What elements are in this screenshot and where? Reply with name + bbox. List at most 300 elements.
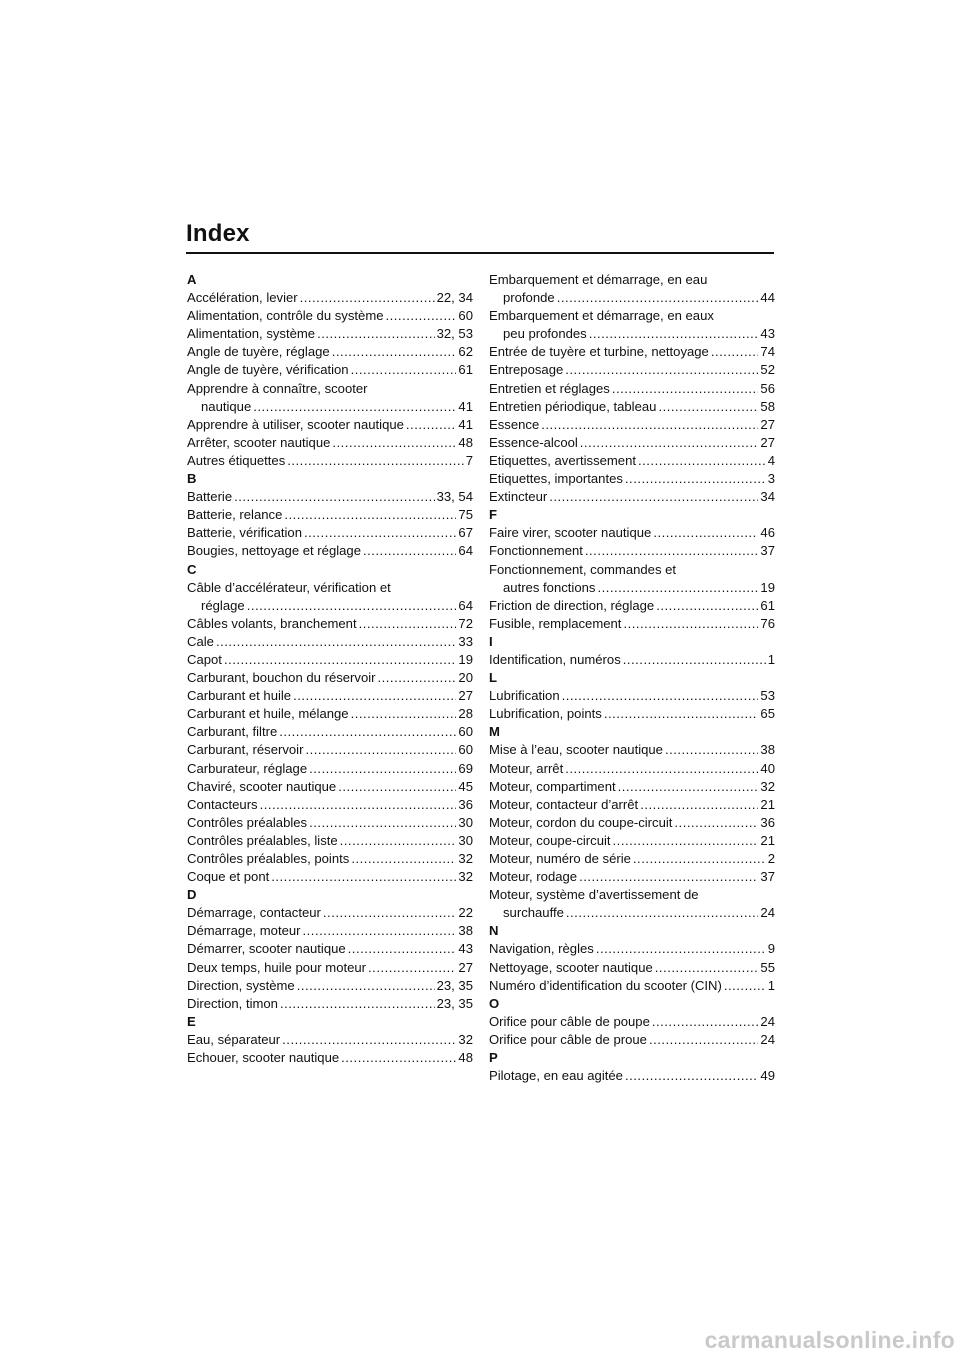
- index-entry-label-first-line: Embarquement et démarrage, en eaux: [489, 308, 714, 324]
- index-entry-label: Pilotage, en eau agitée: [489, 1068, 623, 1084]
- dot-leader: [348, 940, 457, 958]
- dot-leader: [655, 959, 759, 977]
- index-entry-label: Etiquettes, avertissement: [489, 452, 637, 468]
- dot-leader: [549, 488, 758, 506]
- index-entry-label: Contrôles préalables: [187, 814, 308, 830]
- index-entry: [489, 452, 775, 470]
- index-entry-pages: 1: [767, 977, 775, 993]
- index-entry: [489, 597, 775, 615]
- index-entry-pages: 23, 35: [436, 995, 473, 1011]
- dot-leader: [623, 651, 766, 669]
- index-entry-label: Extincteur: [489, 489, 548, 505]
- index-entry-pages: 23, 35: [436, 977, 473, 993]
- index-entry-pages: 22: [458, 905, 473, 921]
- dot-leader: [625, 470, 766, 488]
- index-entry: [187, 524, 473, 542]
- index-entry-label-first-line: Apprendre à connaître, scooter: [187, 380, 368, 396]
- index-entry-pages: 56: [760, 380, 775, 396]
- index-entry: [489, 343, 775, 361]
- index-entry-pages: 65: [760, 706, 775, 722]
- index-entry-label: Navigation, règles: [489, 941, 594, 957]
- index-entry-pages: 60: [458, 742, 473, 758]
- index-entry-label: Câbles volants, branchement: [187, 615, 357, 631]
- dot-leader: [566, 904, 759, 922]
- index-entry-label: Moteur, coupe-circuit: [489, 832, 611, 848]
- index-entry-pages: 69: [458, 760, 473, 776]
- index-entry-label: Numéro d’identification du scooter (CIN): [489, 977, 722, 993]
- dot-leader: [612, 380, 759, 398]
- dot-leader: [368, 959, 456, 977]
- index-entry-label: Démarrer, scooter nautique: [187, 941, 346, 957]
- dot-leader: [565, 760, 758, 778]
- index-entry-label: Orifice pour câble de proue: [489, 1031, 647, 1047]
- index-entry: [489, 940, 775, 958]
- index-entry: [187, 1031, 473, 1049]
- index-entry: [489, 832, 775, 850]
- index-column-right: [489, 271, 775, 1085]
- index-entry: [187, 741, 473, 759]
- index-entry-label: Lubrification, points: [489, 706, 602, 722]
- index-letter-heading: N: [489, 923, 499, 939]
- dot-leader: [378, 669, 457, 687]
- index-entry-pages: 38: [458, 923, 473, 939]
- index-entry-pages: 37: [760, 869, 775, 885]
- index-entry: [187, 542, 473, 560]
- index-entry-pages: 27: [760, 434, 775, 450]
- index-entry: [187, 959, 473, 977]
- index-entry-pages: 46: [760, 525, 775, 541]
- index-entry-label: Démarrage, moteur: [187, 923, 301, 939]
- dot-leader: [589, 325, 759, 343]
- index-entry: [489, 705, 775, 723]
- index-entry: [187, 796, 473, 814]
- index-entry: [187, 488, 473, 506]
- index-entry: [489, 1031, 775, 1049]
- index-letter-heading: F: [489, 507, 497, 523]
- watermark: carmanualsonline.info: [704, 1327, 955, 1353]
- index-entry-label: Moteur, numéro de série: [489, 851, 631, 866]
- index-entry-pages: 27: [458, 959, 473, 975]
- dot-leader: [234, 488, 434, 506]
- index-entry-pages: 40: [760, 760, 775, 776]
- index-entry-pages: 67: [458, 525, 473, 541]
- index-entry: [187, 633, 473, 651]
- dot-leader: [562, 687, 759, 705]
- index-entry-pages: 19: [458, 651, 473, 667]
- index-entry: [187, 434, 473, 452]
- index-entry-label: Orifice pour câble de poupe: [489, 1013, 650, 1029]
- dot-leader: [351, 361, 457, 379]
- index-entry-label: Contacteurs: [187, 796, 258, 812]
- dot-leader: [340, 832, 457, 850]
- index-entry-label: réglage: [201, 597, 245, 613]
- dot-leader: [317, 325, 435, 343]
- dot-leader: [332, 343, 457, 361]
- index-letter-heading: L: [489, 670, 497, 686]
- index-entry-pages: 32, 53: [436, 326, 473, 342]
- index-entry-pages: 64: [458, 543, 473, 559]
- index-entry: [489, 977, 775, 995]
- index-letter-heading: I: [489, 633, 493, 649]
- index-entry: [489, 741, 775, 759]
- index-entry-label: Cale: [187, 633, 214, 649]
- index-entry: [489, 868, 775, 886]
- index-entry-label: Contrôles préalables, liste: [187, 832, 338, 848]
- index-entry: [187, 814, 473, 832]
- index-entry: [489, 361, 775, 379]
- index-entry-pages: 19: [760, 579, 775, 595]
- index-entry: [187, 343, 473, 361]
- index-entry-pages: 41: [458, 416, 473, 432]
- index-entry-pages: 34: [760, 489, 775, 505]
- index-entry: [187, 325, 473, 343]
- index-entry-pages: 61: [458, 362, 473, 378]
- index-entry-label: Entrée de tuyère et turbine, nettoyage: [489, 344, 709, 360]
- index-entry-pages: 2: [767, 851, 775, 866]
- dot-leader: [323, 904, 457, 922]
- index-entry-pages: 41: [458, 398, 473, 414]
- dot-leader: [271, 868, 456, 886]
- dot-leader: [638, 452, 766, 470]
- dot-leader: [625, 1067, 758, 1085]
- index-entry: [187, 850, 473, 868]
- index-entry-label: Carburant, filtre: [187, 724, 278, 740]
- dot-leader: [585, 542, 759, 560]
- index-entry: [187, 904, 473, 922]
- index-entry: [489, 416, 775, 434]
- index-letter-heading: D: [187, 887, 197, 903]
- index-entry-pages: 48: [458, 1050, 473, 1066]
- index-entry-pages: 43: [458, 941, 473, 957]
- index-entry-pages: 53: [760, 688, 775, 704]
- dot-leader: [649, 1031, 758, 1049]
- index-entry: [489, 796, 775, 814]
- index-entry: [187, 977, 473, 995]
- index-entry: [489, 524, 775, 542]
- index-entry: [187, 506, 473, 524]
- index-letter-heading: C: [187, 561, 197, 577]
- index-entry-pages: 33, 54: [436, 489, 473, 505]
- dot-leader: [216, 633, 456, 651]
- index-entry-pages: 7: [465, 452, 473, 468]
- index-entry-pages: 24: [760, 1013, 775, 1029]
- index-entry-pages: 32: [458, 851, 473, 866]
- dot-leader: [284, 506, 456, 524]
- index-entry: [489, 778, 775, 796]
- index-entry-pages: 64: [458, 597, 473, 613]
- index-entry-pages: 61: [760, 597, 775, 613]
- index-entry-pages: 38: [760, 742, 775, 758]
- dot-leader: [247, 597, 457, 615]
- dot-leader: [303, 922, 457, 940]
- dot-leader: [363, 542, 456, 560]
- index-entry-label: Autres étiquettes: [187, 452, 286, 468]
- index-entry-label-first-line: Fonctionnement, commandes et: [489, 561, 677, 577]
- index-entry-pages: 30: [458, 832, 473, 848]
- dot-leader: [359, 615, 457, 633]
- dot-leader: [541, 416, 758, 434]
- dot-leader: [253, 398, 456, 416]
- index-entry-pages: 20: [458, 670, 473, 686]
- index-entry: [187, 615, 473, 633]
- index-entry-pages: 55: [760, 959, 775, 975]
- index-entry-pages: 60: [458, 724, 473, 740]
- index-entry-label: Eau, séparateur: [187, 1031, 281, 1047]
- index-entry-label: Identification, numéros: [489, 651, 621, 667]
- dot-leader: [304, 524, 456, 542]
- index-entry-pages: 76: [760, 615, 775, 631]
- index-entry: [489, 434, 775, 452]
- dot-leader: [579, 868, 758, 886]
- index-entry-pages: 58: [760, 398, 775, 414]
- index-entry-pages: 36: [458, 796, 473, 812]
- index-entry: [187, 307, 473, 325]
- index-entry-label: Accélération, levier: [187, 290, 298, 306]
- index-entry-label-first-line: Embarquement et démarrage, en eau: [489, 272, 708, 287]
- page-title: Index: [186, 220, 250, 247]
- index-entry: [187, 361, 473, 379]
- dot-leader: [597, 579, 758, 597]
- index-entry-pages: 43: [760, 326, 775, 342]
- index-entry-label: Deux temps, huile pour moteur: [187, 959, 367, 975]
- index-entry-label: Angle de tuyère, réglage: [187, 344, 330, 360]
- index-entry-pages: 22, 34: [436, 290, 473, 306]
- index-entry-pages: 52: [760, 362, 775, 378]
- index-entry-label: Faire virer, scooter nautique: [489, 525, 652, 541]
- index-letter-heading: P: [489, 1050, 498, 1066]
- index-entry: [489, 886, 775, 922]
- dot-leader: [279, 723, 456, 741]
- dot-leader: [351, 850, 456, 868]
- index-entry-pages: 9: [767, 941, 775, 957]
- index-entry: [187, 940, 473, 958]
- dot-leader: [293, 687, 456, 705]
- index-entry-pages: 74: [760, 344, 775, 360]
- dot-leader: [309, 760, 456, 778]
- index-entry-label: Moteur, cordon du coupe-circuit: [489, 814, 673, 830]
- index-entry-label: Démarrage, contacteur: [187, 905, 321, 921]
- index-entry-label: Mise à l’eau, scooter nautique: [489, 742, 663, 758]
- index-entry-label: Arrêter, scooter nautique: [187, 434, 331, 450]
- index-entry: [187, 760, 473, 778]
- index-entry-pages: 27: [760, 416, 775, 432]
- dot-leader: [633, 850, 766, 868]
- index-entry-label: Direction, timon: [187, 995, 278, 1011]
- index-entry-label-first-line: Câble d’accélérateur, vérification et: [187, 579, 391, 595]
- index-entry: [187, 995, 473, 1013]
- index-entry: [489, 488, 775, 506]
- index-entry-pages: 32: [458, 869, 473, 885]
- index-entry-label: Batterie, vérification: [187, 525, 302, 541]
- index-entry-label: Moteur, arrêt: [489, 760, 564, 776]
- index-entry-label: Essence-alcool: [489, 434, 578, 450]
- index-entry-pages: 30: [458, 814, 473, 830]
- index-entry-label: Carburateur, réglage: [187, 760, 308, 776]
- dot-leader: [658, 398, 758, 416]
- index-entry-pages: 4: [767, 452, 775, 468]
- index-entry-label: Lubrification: [489, 688, 560, 704]
- index-entry: [187, 922, 473, 940]
- dot-leader: [565, 361, 758, 379]
- index-entry-pages: 3: [767, 471, 775, 487]
- dot-leader: [665, 741, 758, 759]
- index-column-left: [187, 271, 473, 1067]
- index-entry: [187, 868, 473, 886]
- index-entry-pages: 24: [760, 905, 775, 921]
- dot-leader: [623, 615, 758, 633]
- dot-leader: [618, 778, 759, 796]
- index-entry-pages: 48: [458, 434, 473, 450]
- index-entry-pages: 75: [458, 507, 473, 523]
- index-entry-label: Fusible, remplacement: [489, 615, 622, 631]
- index-entry-label: Coque et pont: [187, 869, 270, 885]
- index-letter-heading: M: [489, 724, 500, 740]
- index-entry: [187, 452, 473, 470]
- index-entry-label: nautique: [201, 398, 252, 414]
- index-entry-label: Moteur, rodage: [489, 869, 578, 885]
- index-entry-label: peu profondes: [503, 326, 587, 342]
- index-entry: [489, 561, 775, 597]
- dot-leader: [309, 814, 456, 832]
- index-entry-label: Alimentation, contrôle du système: [187, 308, 384, 324]
- index-entry: [489, 1013, 775, 1031]
- index-entry: [187, 579, 473, 615]
- dot-leader: [674, 814, 758, 832]
- index-entry-label: Essence: [489, 416, 540, 432]
- dot-leader: [341, 1049, 456, 1067]
- index-entry: [489, 307, 775, 343]
- index-entry-label: Alimentation, système: [187, 326, 316, 342]
- index-entry-label: Direction, système: [187, 977, 295, 993]
- index-letter-heading: B: [187, 471, 197, 487]
- dot-leader: [297, 977, 435, 995]
- dot-leader: [406, 416, 457, 434]
- index-entry-label: Carburant et huile: [187, 688, 292, 704]
- index-entry: [187, 651, 473, 669]
- dot-leader: [332, 434, 456, 452]
- index-entry: [187, 380, 473, 416]
- dot-leader: [386, 307, 457, 325]
- index-entry: [187, 723, 473, 741]
- index-entry-pages: 21: [760, 832, 775, 848]
- index-entry: [489, 814, 775, 832]
- index-entry: [187, 416, 473, 434]
- index-entry-label: Carburant et huile, mélange: [187, 706, 349, 722]
- index-entry-label: Friction de direction, réglage: [489, 597, 655, 613]
- index-entry-label: autres fonctions: [503, 579, 596, 595]
- index-entry-label: Entreposage: [489, 362, 564, 378]
- dot-leader: [280, 995, 435, 1013]
- dot-leader: [305, 741, 456, 759]
- index-entry-pages: 44: [760, 290, 775, 306]
- index-entry-pages: 32: [760, 778, 775, 794]
- index-entry: [489, 380, 775, 398]
- index-entry-label: Moteur, compartiment: [489, 778, 616, 794]
- index-entry-label: Capot: [187, 651, 222, 667]
- dot-leader: [653, 524, 758, 542]
- index-entry-label: Entretien et réglages: [489, 380, 610, 396]
- index-entry-label: surchauffe: [503, 905, 564, 921]
- dot-leader: [282, 1031, 456, 1049]
- index-entry-pages: 62: [458, 344, 473, 360]
- index-entry-label-first-line: Moteur, système d’avertissement de: [489, 887, 699, 903]
- dot-leader: [557, 289, 759, 307]
- index-letter-heading: A: [187, 272, 197, 287]
- index-entry-pages: 27: [458, 688, 473, 704]
- index-entry-label: Chaviré, scooter nautique: [187, 778, 337, 794]
- index-entry: [489, 959, 775, 977]
- index-entry: [489, 398, 775, 416]
- index-entry-pages: 1: [767, 651, 775, 667]
- dot-leader: [711, 343, 759, 361]
- index-entry-label: Fonctionnement: [489, 543, 583, 559]
- dot-leader: [596, 940, 766, 958]
- index-entry: [489, 271, 775, 307]
- index-entry: [187, 289, 473, 307]
- dot-leader: [724, 977, 766, 995]
- index-entry-label: Angle de tuyère, vérification: [187, 362, 349, 378]
- index-entry-label: Echouer, scooter nautique: [187, 1050, 340, 1066]
- index-entry: [489, 1067, 775, 1085]
- index-entry-pages: 32: [458, 1031, 473, 1047]
- index-entry-label: Etiquettes, importantes: [489, 471, 623, 487]
- dot-leader: [652, 1013, 759, 1031]
- index-entry-pages: 36: [760, 814, 775, 830]
- dot-leader: [260, 796, 457, 814]
- index-entry: [489, 615, 775, 633]
- index-entry-label: profonde: [503, 290, 555, 306]
- index-entry-label: Batterie: [187, 489, 233, 505]
- index-entry-pages: 28: [458, 706, 473, 722]
- index-entry-label: Bougies, nettoyage et réglage: [187, 543, 361, 559]
- dot-leader: [640, 796, 758, 814]
- index-entry-label: Batterie, relance: [187, 507, 283, 523]
- index-entry: [187, 669, 473, 687]
- index-entry: [187, 778, 473, 796]
- index-entry-label: Entretien périodique, tableau: [489, 398, 657, 414]
- index-entry-pages: 45: [458, 778, 473, 794]
- index-entry: [489, 850, 775, 868]
- index-entry-label: Carburant, réservoir: [187, 742, 304, 758]
- index-entry-label: Moteur, contacteur d’arrêt: [489, 796, 639, 812]
- dot-leader: [604, 705, 759, 723]
- dot-leader: [580, 434, 759, 452]
- index-entry-pages: 24: [760, 1031, 775, 1047]
- index-entry-pages: 72: [458, 615, 473, 631]
- index-entry: [187, 832, 473, 850]
- index-entry-label: Carburant, bouchon du réservoir: [187, 670, 376, 686]
- index-letter-heading: E: [187, 1013, 196, 1029]
- index-entry: [187, 705, 473, 723]
- dot-leader: [613, 832, 759, 850]
- index-entry: [489, 760, 775, 778]
- index-entry-label: Apprendre à utiliser, scooter nautique: [187, 416, 404, 432]
- index-entry-pages: 33: [458, 633, 473, 649]
- dot-leader: [656, 597, 758, 615]
- index-entry-label: Nettoyage, scooter nautique: [489, 959, 653, 975]
- dot-leader: [224, 651, 456, 669]
- dot-leader: [300, 289, 435, 307]
- index-entry-pages: 49: [760, 1068, 775, 1084]
- index-entry-pages: 60: [458, 308, 473, 324]
- index-entry: [489, 687, 775, 705]
- dot-leader: [351, 705, 457, 723]
- dot-leader: [338, 778, 456, 796]
- index-entry: [187, 1049, 473, 1067]
- index-letter-heading: O: [489, 995, 500, 1011]
- dot-leader: [287, 452, 463, 470]
- index-entry-pages: 37: [760, 543, 775, 559]
